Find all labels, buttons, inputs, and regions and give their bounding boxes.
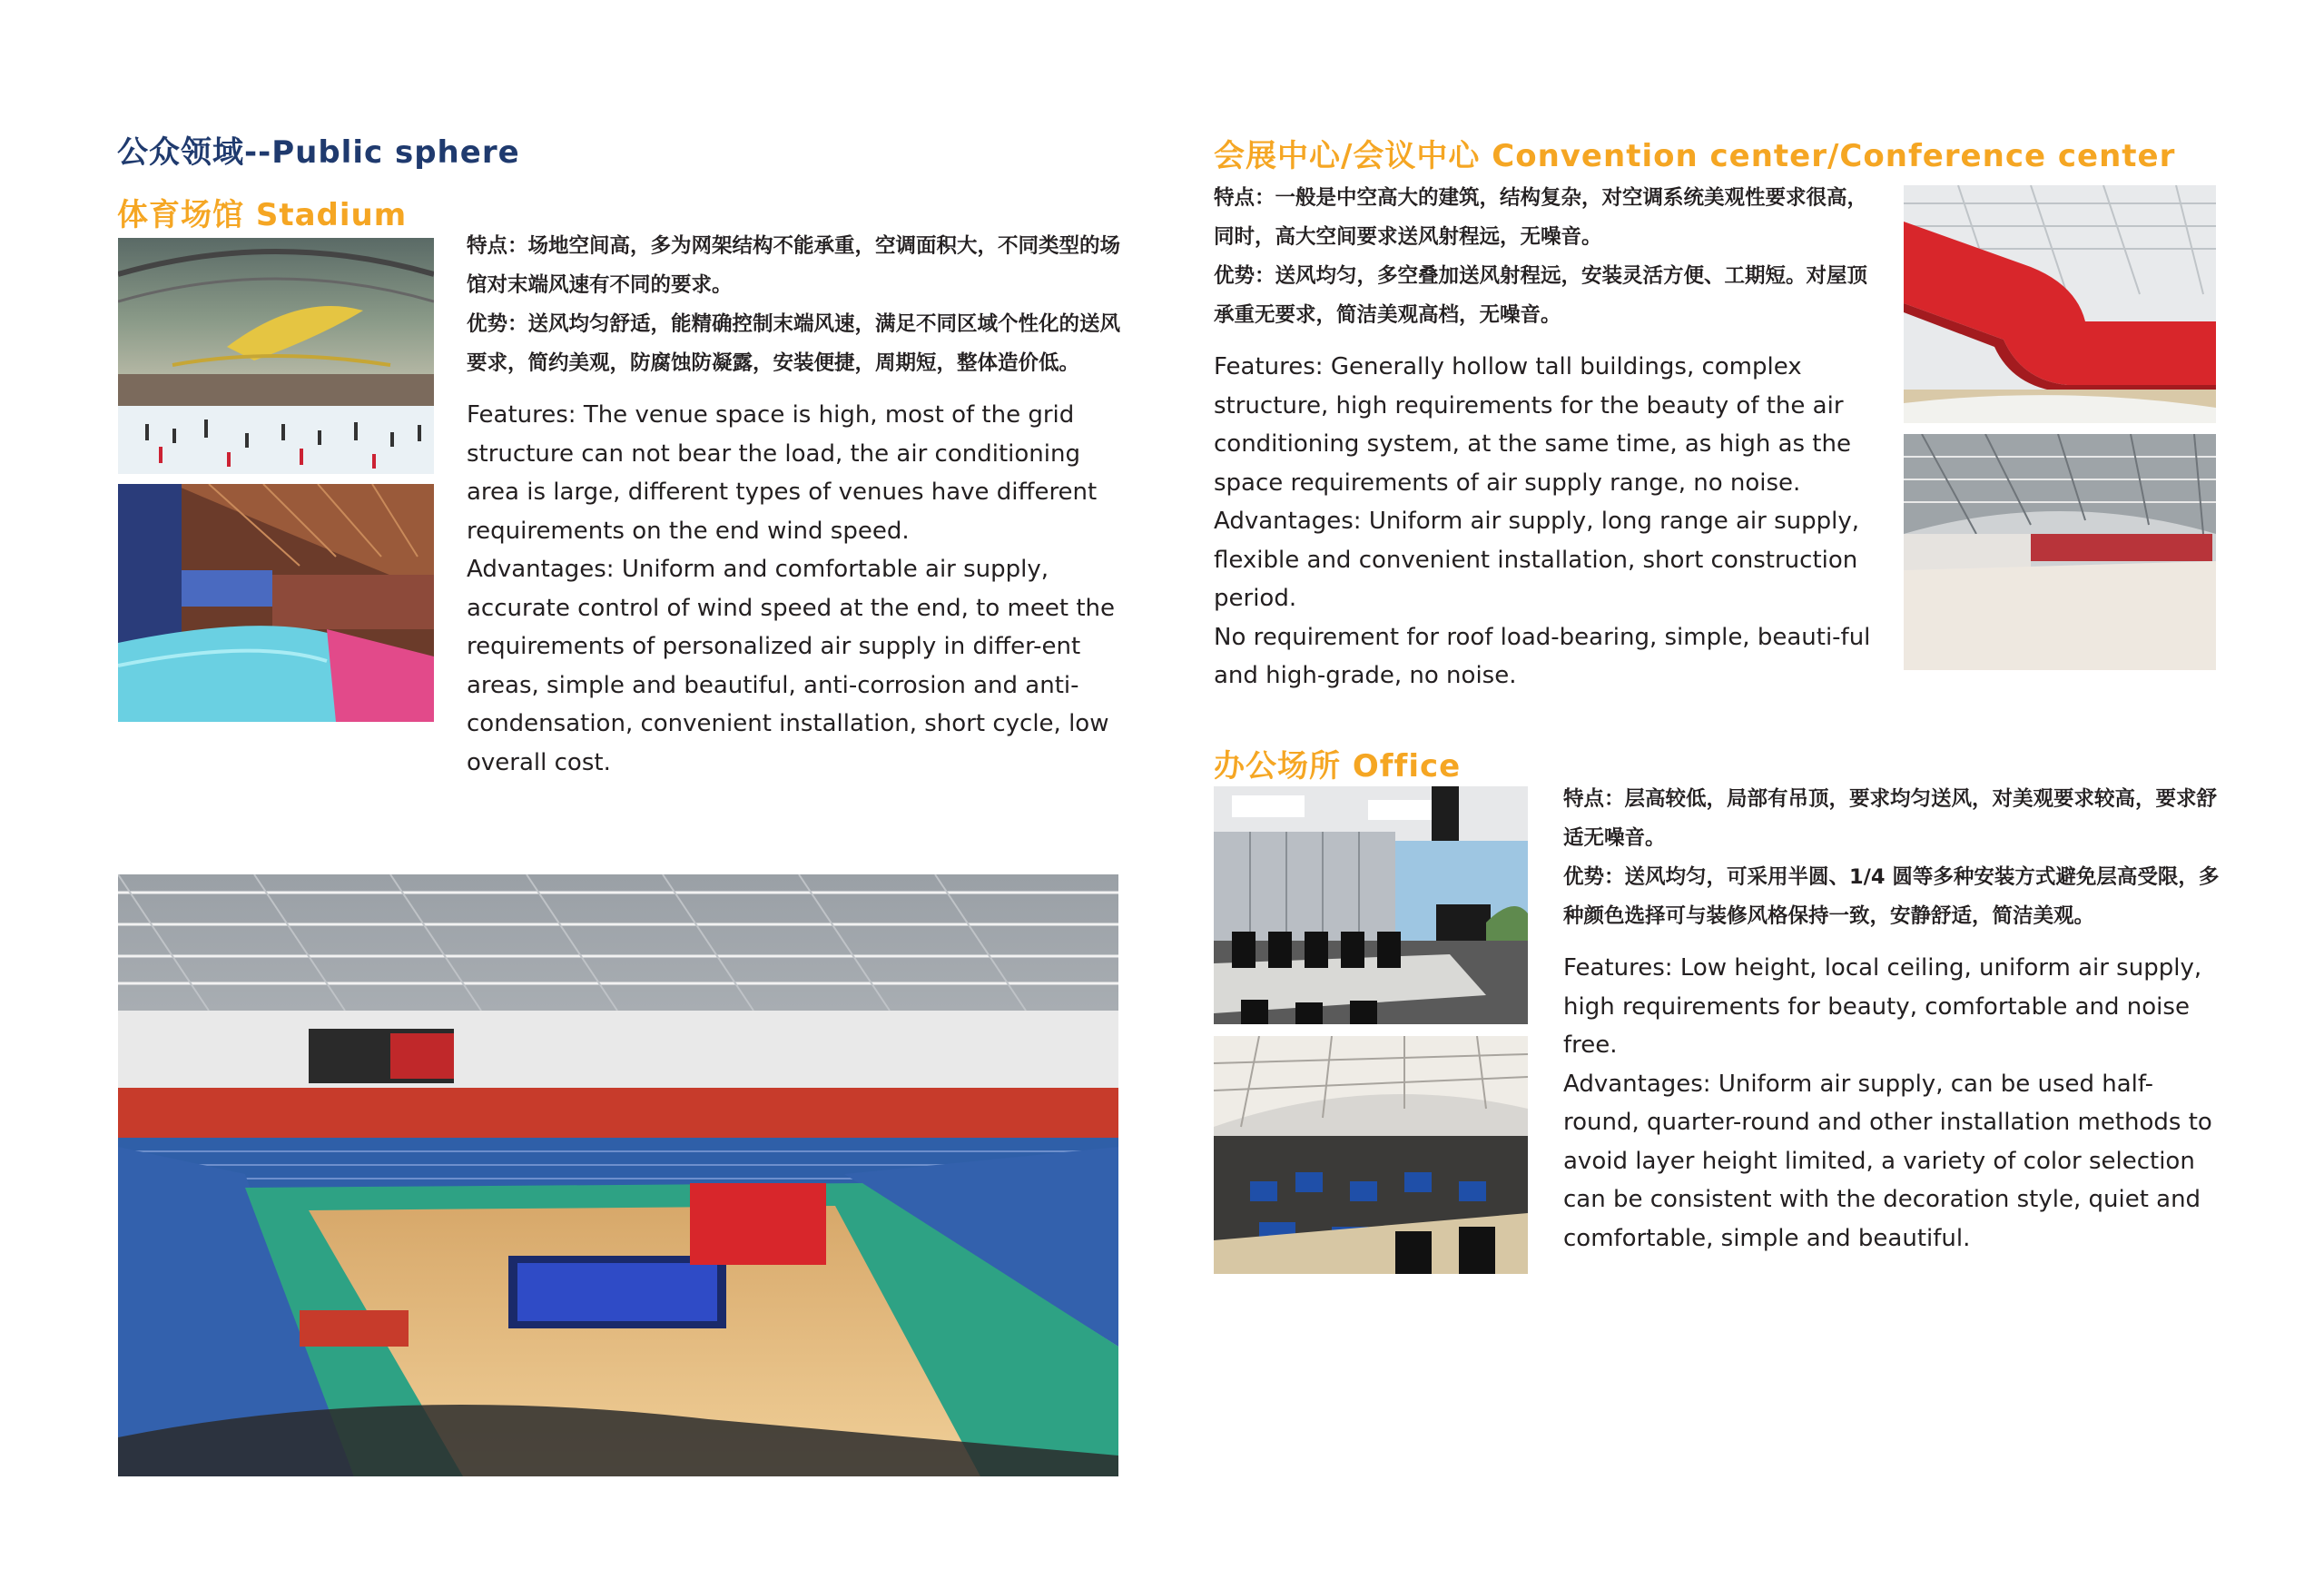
- office-cn-features: 特点：层高较低，局部有吊顶，要求均匀送风，对美观要求较高，要求舒适无噪音。: [1563, 787, 2218, 850]
- stadium-title: 体育场馆 Stadium: [117, 197, 408, 233]
- office-en-features: Features: Low height, local ceiling, uniform air supply, high requirements for beauty, comfortable and noise free.: [1563, 954, 2202, 1059]
- office-computer-room-photo: [1214, 1036, 1528, 1274]
- convention-title: 会展中心/会议中心 Convention center/Conference center: [1214, 138, 2176, 174]
- office-title: 办公场所 Office: [1214, 748, 1462, 785]
- convention-en-advantages: Advantages: Uniform air supply, long range air supply, flexible and convenient installation, short construction period.: [1214, 508, 1859, 612]
- office-cn-advantages: 优势：送风均匀，可采用半圆、1/4 圆等多种安装方式避免层高受限，多种颜色选择可与装修风格保持一致，安静舒适，简洁美观。: [1563, 865, 2220, 928]
- public-sphere-title: 公众领域--Public sphere: [117, 134, 520, 171]
- stadium-en-advantages: Advantages: Uniform and comfortable air supply, accurate control of wind speed at the end, to meet the requirements of personalized air supply in differ-ent areas, simple and beautiful, anti-corrosion and anti-condensation, convenient installation, short cycle, low overall cost.: [467, 556, 1115, 776]
- convention-en-features: Features: Generally hollow tall buildings, complex structure, high requirements for the beauty of the air conditioning system, at the same time, as high as the space requirements of air supply range, no noise.: [1214, 353, 1851, 497]
- stadium-en-features: Features: The venue space is high, most of the grid structure can not bear the load, the air conditioning area is large, different types of venues have different requirements on the end wind speed.: [467, 401, 1098, 545]
- convention-cn-advantages: 优势：送风均匀，多空叠加送风射程远，安装灵活方便、工期短。对屋顶承重无要求，简洁美观高档，无噪音。: [1214, 264, 1868, 327]
- office-meeting-room-photo: [1214, 786, 1528, 1024]
- sports-arena-photo: [118, 874, 1118, 1476]
- convention-en-extra: No requirement for roof load-bearing, simple, beauti-ful and high-grade, no noise.: [1214, 623, 1871, 689]
- office-en-advantages: Advantages: Uniform air supply, can be used half-round, quarter-round and other installation methods to avoid layer height limited, a variety of color selection can be consistent with the decoration style, quiet and comfortable, simple and beautiful.: [1563, 1070, 2212, 1252]
- ice-rink-photo: [118, 238, 434, 474]
- stadium-cn-features: 特点：场地空间高，多为网架结构不能承重，空调面积大，不同类型的场馆对末端风速有不同的要求。: [467, 234, 1121, 297]
- swimming-pool-photo: [118, 484, 434, 722]
- convention-red-duct-photo: [1904, 185, 2216, 423]
- convention-hall-photo: [1904, 434, 2216, 670]
- convention-cn-features: 特点：一般是中空高大的建筑，结构复杂，对空调系统美观性要求很高，同时，高大空间要求送风射程远，无噪音。: [1214, 186, 1868, 249]
- stadium-cn-advantages: 优势：送风均匀舒适，能精确控制末端风速，满足不同区域个性化的送风要求，简约美观，防腐蚀防凝露，安装便捷，周期短，整体造价低。: [467, 312, 1121, 375]
